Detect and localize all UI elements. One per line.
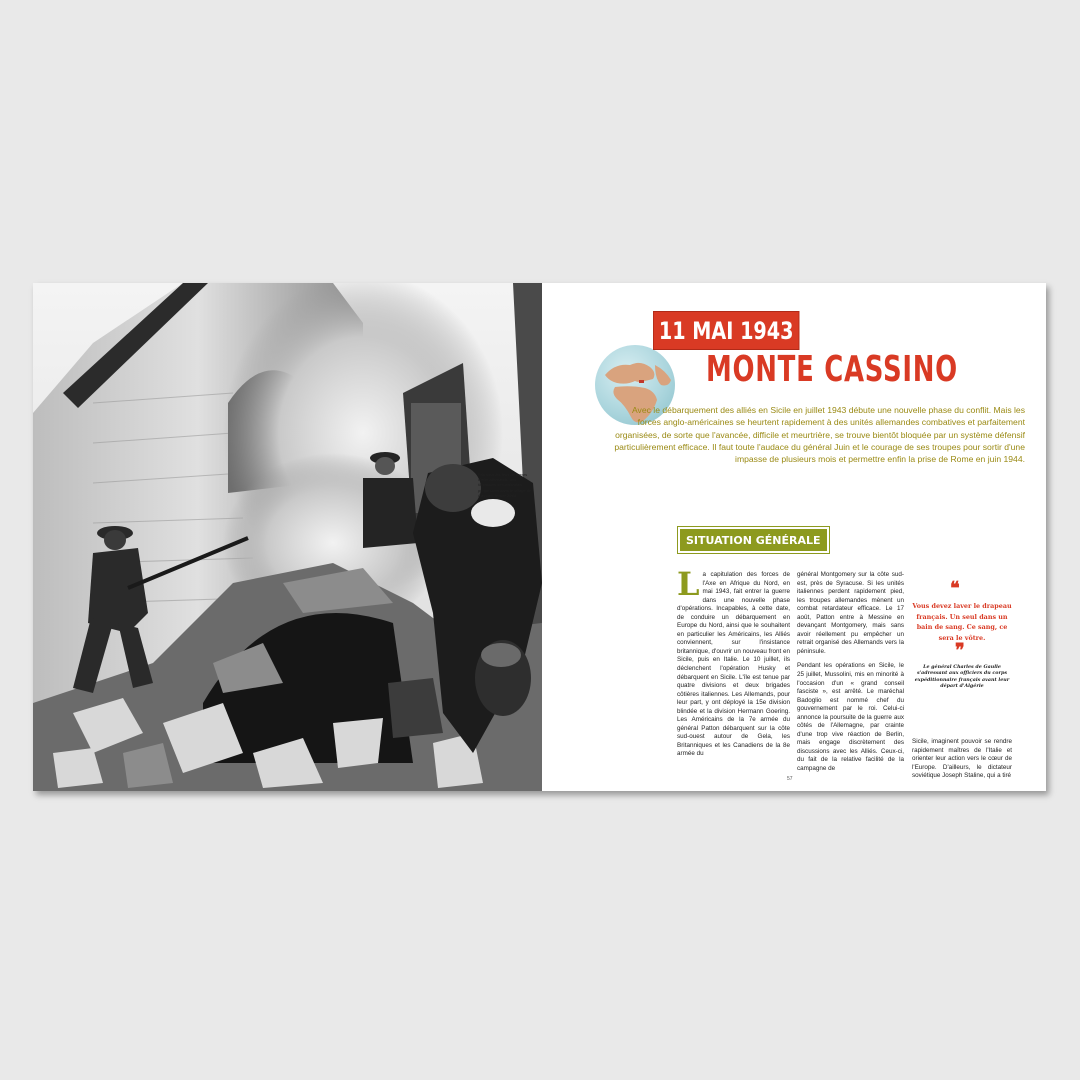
- body-column-2-para-2: Pendant les opérations en Sicile, le 25 juillet, Mussolini, mis en minorité à l'occasion d'un « grand conseil fasciste », est arrêté. Le maréchal Badoglio est nommé chef du gouvernement par le roi. Celui-ci annonce la poursuite de la guerre aux côtés de l'Allemagne, par crainte d'une trop vive réaction de Berlin, mais engage discrètement des discussions avec les Alliés. Ceux-ci, du fait de la relative facilité de la campagne de: [797, 662, 904, 773]
- quote-open-icon: ❝: [950, 578, 960, 599]
- section-heading: SITUATION GÉNÉRALE: [678, 527, 829, 553]
- page-number: 57: [787, 776, 793, 782]
- body-column-3: Sicile, imaginent pouvoir se rendre rapidement maîtres de l'Italie et orienter leur action vers le cœur de l'Europe. D'ailleurs, le dictateur soviétique Joseph Staline, qui a tiré: [912, 738, 1012, 780]
- war-photograph: [33, 283, 542, 791]
- body-column-1-text: a capitulation des forces de l'Axe en Afrique du Nord, en mai 1943, fait entrer la guerre dans une nouvelle phase d'opérations. Incapables, à cette date, de conduire un débarquement en Europe du Nord, ainsi que le souhaitent en particulier les Américains, les Alliés conviennent, sur l'insistance britannique, d'ouvrir un nouveau front en Sicile, puis en Italie. Le 10 juillet, ils déclenchent l'opération Husky et débarquent en Sicile. L'île est tenue par quatre divisions et deux brigades côtières italiennes. Les Allemands, pour leur part, y ont déployé la 15e division blindée et la division Hermann Goering. Les Américains de la 7e armée du général Patton débarquent sur la côte sud-ouest autour de Gela, les Britanniques et les Canadiens de la 8e armée du: [677, 571, 790, 758]
- body-column-2-para-1: général Montgomery sur la côte sud-est, près de Syracuse. Si les unités italiennes perdent rapidement pied, les troupes allemandes mènent un combat retardateur efficace. Le 17 août, Patton entre à Messine en devançant Montgomery, mais sans avoir réellement pu empêcher un retrait organisé des Allemands vers la péninsule.: [797, 571, 904, 655]
- quote-close-icon: ❞: [955, 640, 965, 661]
- body-column-2: [797, 571, 904, 774]
- photo-illustration: [33, 283, 542, 791]
- pull-quote: Vous devez laver le drapeau français. Un seul dans un bain de sang. Ce sang, ce sera le vôtre.: [912, 602, 1012, 642]
- date-banner-text: 11 MAI 1943: [658, 316, 794, 345]
- date-banner: [653, 311, 799, 350]
- photo-caption: Pris sous les feux de tireurs d'élite allemands, des fantassins néo-zélandais progressent dans le village de Cassino, février 1944.: [478, 472, 532, 498]
- body-column-1: [677, 565, 790, 759]
- intro-paragraph: Avec le débarquement des alliés en Sicile en juillet 1943 débute une nouvelle phase du conflit. Mais les forces anglo-américaines se heurtent rapidement à des unités allemandes combatives et parfaitement organisées, de sorte que l'avancée, difficile et meurtrière, se trouve bientôt bloquée par un système défensif particulièrement efficace. Il faut toute l'audace du général Juin et le courage de ses troupes pour sortir d'une impasse de plusieurs mois et permettre enfin la prise de Rome en juin 1944.: [614, 405, 1025, 465]
- quote-attribution: Le général Charles de Gaulle s'adressant aux officiers du corps expéditionnaire français avant leur départ d'Algérie: [914, 664, 1010, 689]
- dropcap-letter: L: [677, 565, 700, 603]
- article-title: MONTE CASSINO: [706, 349, 958, 390]
